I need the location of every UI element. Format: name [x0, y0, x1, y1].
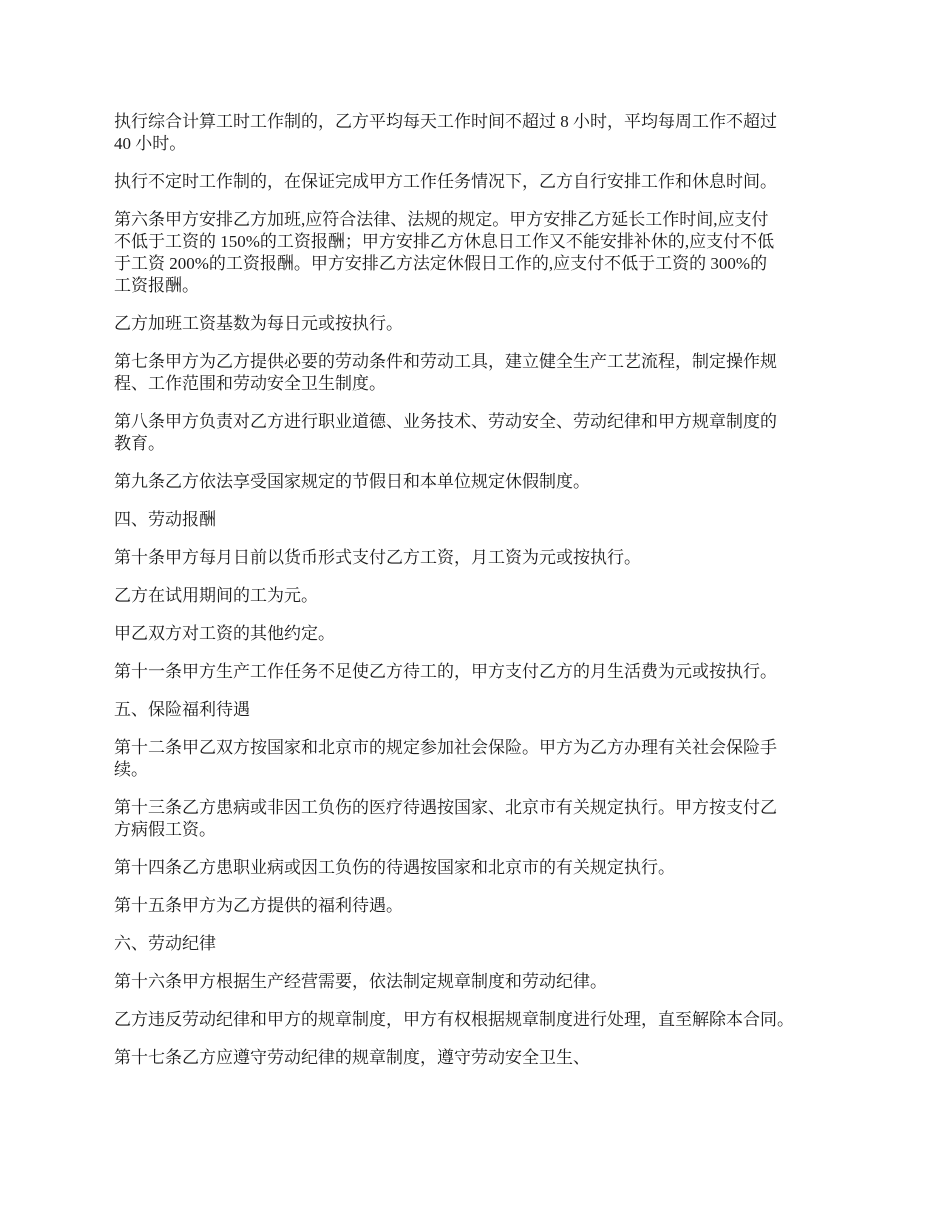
text-line: 乙方加班工资基数为每日元或按执行。	[114, 314, 403, 333]
section-heading-labor-discipline	[114, 933, 844, 955]
section-heading-insurance-welfare	[114, 699, 844, 721]
paragraph-article-16	[114, 971, 844, 993]
text-line: 第十一条甲方生产工作任务不足使乙方待工的，甲方支付乙方的月生活费为元或按执行。	[114, 662, 777, 681]
text-line: 工资报酬。	[114, 276, 199, 295]
paragraph-probation-pay	[114, 585, 844, 607]
document-body	[114, 111, 844, 1085]
text-line: 甲乙双方对工资的其他约定。	[114, 624, 335, 643]
text-line: 于工资 200%的工资报酬。甲方安排乙方法定休假日工作的,应支付不低于工资的 300%的	[114, 254, 768, 273]
paragraph-article-7	[114, 351, 844, 395]
paragraph-article-15	[114, 895, 844, 917]
paragraph-article-17	[114, 1047, 844, 1069]
paragraph-article-13	[114, 797, 844, 841]
text-line: 乙方在试用期间的工为元。	[114, 586, 318, 605]
text-line: 第十七条乙方应遵守劳动纪律的规章制度，遵守劳动安全卫生、	[114, 1048, 590, 1067]
text-line: 第九条乙方依法享受国家规定的节假日和本单位规定休假制度。	[114, 472, 590, 491]
text-line: 第十条甲方每月日前以货币形式支付乙方工资，月工资为元或按执行。	[114, 548, 641, 567]
text-line: 教育。	[114, 434, 165, 453]
text-line: 第十二条甲乙双方按国家和北京市的规定参加社会保险。甲方为乙方办理有关社会保险手	[114, 738, 777, 757]
text-line: 五、保险福利待遇	[114, 700, 250, 719]
text-line: 40 小时。	[114, 134, 187, 153]
text-line: 第十六条甲方根据生产经营需要，依法制定规章制度和劳动纪律。	[114, 972, 607, 991]
text-line: 六、劳动纪律	[114, 934, 216, 953]
text-line: 程、工作范围和劳动安全卫生制度。	[114, 374, 386, 393]
paragraph-discipline-violation	[114, 1009, 844, 1031]
paragraph-article-14	[114, 857, 844, 879]
text-line: 第六条甲方安排乙方加班,应符合法律、法规的规定。甲方安排乙方延长工作时间,应支付	[114, 210, 769, 229]
text-line: 第十五条甲方为乙方提供的福利待遇。	[114, 896, 403, 915]
paragraph-overtime-base	[114, 313, 844, 335]
paragraph-article-10	[114, 547, 844, 569]
paragraph-working-hours-comprehensive	[114, 111, 844, 155]
text-line: 不低于工资的 150%的工资报酬；甲方安排乙方休息日工作又不能安排补休的,应支付不低	[114, 232, 775, 251]
text-line: 执行不定时工作制的，在保证完成甲方工作任务情况下，乙方自行安排工作和休息时间。	[114, 172, 777, 191]
paragraph-article-8	[114, 411, 844, 455]
paragraph-article-9	[114, 471, 844, 493]
text-line: 第八条甲方负责对乙方进行职业道德、业务技术、劳动安全、劳动纪律和甲方规章制度的	[114, 412, 777, 431]
text-line: 第十三条乙方患病或非因工负伤的医疗待遇按国家、北京市有关规定执行。甲方按支付乙	[114, 798, 777, 817]
text-line: 第十四条乙方患职业病或因工负伤的待遇按国家和北京市的有关规定执行。	[114, 858, 675, 877]
text-line: 乙方违反劳动纪律和甲方的规章制度，甲方有权根据规章制度进行处理，直至解除本合同。	[114, 1010, 794, 1029]
paragraph-working-hours-flexible	[114, 171, 844, 193]
text-line: 执行综合计算工时工作制的，乙方平均每天工作时间不超过 8 小时，平均每周工作不超过	[114, 112, 777, 131]
text-line: 续。	[114, 760, 148, 779]
paragraph-other-pay-terms	[114, 623, 844, 645]
text-line: 方病假工资。	[114, 820, 216, 839]
text-line: 四、劳动报酬	[114, 510, 216, 529]
paragraph-article-11	[114, 661, 844, 683]
section-heading-compensation	[114, 509, 844, 531]
paragraph-article-12	[114, 737, 844, 781]
paragraph-article-6	[114, 209, 844, 297]
text-line: 第七条甲方为乙方提供必要的劳动条件和劳动工具，建立健全生产工艺流程，制定操作规	[114, 352, 777, 371]
